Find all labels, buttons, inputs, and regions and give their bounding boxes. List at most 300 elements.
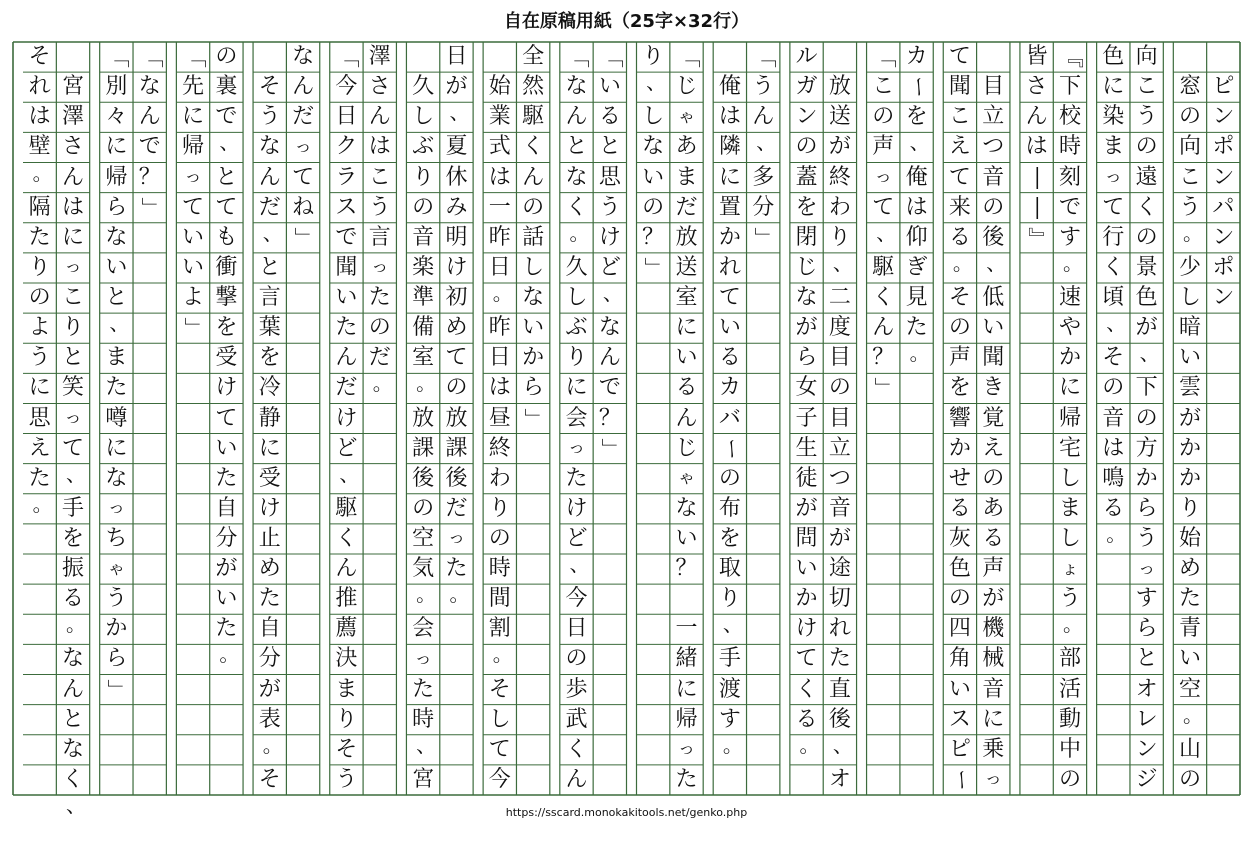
manuscript-char — [257, 42, 283, 72]
manuscript-char: な — [62, 736, 85, 762]
manuscript-char: 終 — [488, 435, 511, 461]
manuscript-char: あ — [675, 134, 698, 160]
manuscript-char: 。 — [32, 160, 53, 185]
manuscript-char: れ — [718, 254, 741, 280]
manuscript-char: し — [642, 104, 665, 130]
manuscript-char: っ — [447, 528, 465, 549]
manuscript-char: 、 — [1139, 341, 1160, 366]
manuscript-char: 薦 — [335, 616, 358, 642]
manuscript-char: 校 — [1058, 104, 1081, 130]
manuscript-char: に — [982, 706, 1005, 732]
manuscript-char: 思 — [28, 405, 51, 431]
manuscript-char: な — [105, 465, 128, 491]
manuscript-char: ゃ — [678, 468, 696, 489]
manuscript-char: こ — [62, 285, 85, 311]
manuscript-char: の — [1058, 766, 1081, 792]
manuscript-char: い — [948, 676, 971, 702]
manuscript-char: 日 — [488, 345, 511, 371]
manuscript-char: と — [565, 134, 588, 160]
manuscript-char: 別 — [105, 74, 128, 100]
manuscript-char: 」 — [137, 196, 163, 219]
manuscript-char: ん — [335, 345, 358, 371]
manuscript-char: 。 — [1106, 521, 1127, 546]
manuscript-char: パ — [1212, 194, 1235, 220]
manuscript-char: 向 — [1135, 44, 1158, 70]
manuscript-char: 会 — [565, 405, 588, 431]
manuscript-char: ま — [675, 164, 698, 190]
manuscript-char: の — [982, 194, 1005, 220]
manuscript-char: 受 — [215, 345, 238, 371]
manuscript-char: 窓 — [1178, 74, 1201, 100]
manuscript-char: 昨 — [488, 315, 511, 341]
manuscript-char: こ — [872, 74, 895, 100]
manuscript-char: 。 — [909, 341, 930, 366]
manuscript-char: 仰 — [905, 224, 928, 250]
manuscript-char: 隔 — [28, 194, 51, 220]
manuscript-char: る — [948, 224, 971, 250]
manuscript-char: の — [445, 375, 468, 401]
manuscript-char: 声 — [872, 134, 895, 160]
manuscript-char: ス — [948, 706, 971, 732]
manuscript-char: て — [62, 435, 85, 461]
manuscript-char: 「 — [674, 46, 700, 69]
manuscript-char: に — [675, 315, 698, 341]
manuscript-char: よ — [182, 285, 205, 311]
manuscript-char: 覚 — [982, 405, 1005, 431]
manuscript-char: や — [1058, 315, 1081, 341]
manuscript-char: だ — [258, 194, 281, 220]
manuscript-char: 、 — [569, 552, 590, 577]
manuscript-char: 鳴 — [1102, 465, 1125, 491]
manuscript-char: 。 — [952, 250, 973, 275]
manuscript-char: り — [488, 495, 511, 521]
manuscript-char: を — [62, 525, 85, 551]
manuscript-char: て — [1102, 194, 1125, 220]
manuscript-char: 、 — [986, 250, 1007, 275]
manuscript-char: 先 — [182, 74, 205, 100]
manuscript-char: の — [1135, 134, 1158, 160]
manuscript-char: の — [718, 465, 741, 491]
manuscript-char: い — [795, 556, 818, 582]
manuscript-char: ク — [335, 134, 358, 160]
manuscript-char: 間 — [488, 586, 511, 612]
manuscript-char: ぎ — [905, 254, 928, 280]
manuscript-char: だ — [445, 495, 468, 521]
manuscript-char: ん — [675, 405, 698, 431]
manuscript-char: 気 — [412, 556, 435, 582]
manuscript-char: 閉 — [795, 224, 818, 250]
manuscript-char: か — [1178, 465, 1201, 491]
manuscript-char: な — [258, 134, 281, 160]
manuscript-char: さ — [62, 134, 85, 160]
manuscript-char: と — [215, 164, 238, 190]
manuscript-char: 俺 — [718, 74, 741, 100]
manuscript-char: な — [598, 315, 621, 341]
manuscript-char: 女 — [795, 375, 818, 401]
manuscript-char: ？ — [138, 164, 161, 190]
manuscript-char: う — [752, 74, 775, 100]
manuscript-char: す — [718, 706, 741, 732]
manuscript-char: り — [28, 254, 51, 280]
manuscript-char: で — [1058, 194, 1081, 220]
manuscript-char: っ — [184, 167, 202, 188]
manuscript-char: も — [215, 224, 238, 250]
manuscript-char: 駆 — [872, 254, 895, 280]
manuscript-char: い — [675, 525, 698, 551]
manuscript-char: を — [215, 315, 238, 341]
manuscript-char: 割 — [488, 616, 511, 642]
manuscript-char: 噂 — [105, 405, 128, 431]
manuscript-char: だ — [368, 345, 391, 371]
manuscript-char: て — [795, 646, 818, 672]
manuscript-char: う — [335, 766, 358, 792]
manuscript-char: じ — [795, 254, 818, 280]
manuscript-char: ー — [947, 768, 973, 791]
manuscript-char: レ — [1135, 706, 1158, 732]
manuscript-char: は — [368, 134, 391, 160]
manuscript-char: な — [565, 74, 588, 100]
manuscript-char: て — [215, 405, 238, 431]
manuscript-char: わ — [828, 194, 851, 220]
manuscript-char: り — [62, 315, 85, 341]
manuscript-char: め — [1178, 556, 1201, 582]
manuscript-char: 械 — [982, 646, 1005, 672]
manuscript-char: 染 — [1102, 104, 1125, 130]
manuscript-char: 度 — [828, 315, 851, 341]
manuscript-char: け — [565, 495, 588, 521]
manuscript-char: 見 — [905, 285, 928, 311]
manuscript-char: 送 — [828, 104, 851, 130]
manuscript-char: て — [948, 44, 971, 70]
manuscript-char: の — [412, 194, 435, 220]
manuscript-char: は — [28, 104, 51, 130]
manuscript-char: の — [368, 315, 391, 341]
manuscript-char: え — [28, 435, 51, 461]
manuscript-char: オ — [1135, 676, 1158, 702]
manuscript-char: に — [1058, 375, 1081, 401]
manuscript-char: 表 — [258, 706, 281, 732]
manuscript-char: な — [292, 44, 315, 70]
manuscript-char: 、 — [602, 281, 623, 306]
manuscript-char: 、 — [339, 461, 360, 486]
manuscript-char: は — [488, 375, 511, 401]
manuscript-char: 『 — [1057, 46, 1083, 69]
manuscript-char: 緒 — [675, 646, 698, 672]
manuscript-char: け — [335, 405, 358, 431]
manuscript-char: そ — [488, 676, 511, 702]
manuscript-char: 声 — [948, 345, 971, 371]
manuscript-char: 多 — [752, 164, 775, 190]
manuscript-char: り — [718, 586, 741, 612]
manuscript-char: ピ — [1212, 74, 1235, 100]
manuscript-char: た — [412, 676, 435, 702]
manuscript-char: 蓋 — [795, 164, 818, 190]
manuscript-char: の — [1178, 104, 1201, 130]
manuscript-char: 分 — [258, 646, 281, 672]
manuscript-char: 切 — [828, 586, 851, 612]
manuscript-char: 手 — [62, 495, 85, 521]
manuscript-char: そ — [28, 44, 51, 70]
manuscript-char: に — [105, 435, 128, 461]
manuscript-char: め — [445, 315, 468, 341]
manuscript-char: 目 — [828, 405, 851, 431]
manuscript-char: 備 — [412, 315, 435, 341]
manuscript-char: 。 — [416, 582, 437, 607]
manuscript-char: て — [872, 194, 895, 220]
manuscript-char: け — [445, 254, 468, 280]
manuscript-char: が — [795, 315, 818, 341]
manuscript-char: 一 — [488, 194, 511, 220]
manuscript-char: う — [598, 194, 621, 220]
manuscript-char: 々 — [105, 104, 128, 130]
manuscript-char: る — [718, 345, 741, 371]
manuscript-char: し — [1178, 285, 1201, 311]
manuscript-char: た — [675, 766, 698, 792]
manuscript-char: 冷 — [258, 375, 281, 401]
manuscript-char: 置 — [718, 194, 741, 220]
manuscript-char: 頃 — [1102, 285, 1125, 311]
manuscript-char: た — [28, 465, 51, 491]
manuscript-char: 決 — [335, 646, 358, 672]
manuscript-char: え — [982, 435, 1005, 461]
manuscript-char: 」 — [597, 437, 623, 460]
manuscript-char: な — [62, 646, 85, 672]
manuscript-char: の — [948, 586, 971, 612]
manuscript-char: カ — [718, 375, 741, 401]
manuscript-char: ガ — [795, 74, 818, 100]
manuscript-char: 初 — [445, 285, 468, 311]
manuscript-char: 推 — [335, 586, 358, 612]
manuscript-char: が — [828, 525, 851, 551]
manuscript-char: っ — [294, 136, 312, 157]
manuscript-char: オ — [828, 766, 851, 792]
manuscript-char: 送 — [675, 254, 698, 280]
manuscript-char: き — [982, 375, 1005, 401]
manuscript-char: は — [488, 164, 511, 190]
manuscript-char: 、 — [66, 461, 87, 486]
manuscript-char: る — [982, 525, 1005, 551]
manuscript-char: う — [258, 104, 281, 130]
manuscript-char — [674, 584, 700, 614]
manuscript-char: 日 — [445, 44, 468, 70]
manuscript-char: 後 — [412, 465, 435, 491]
manuscript-char: 駆 — [522, 104, 545, 130]
manuscript-char: に — [182, 104, 205, 130]
manuscript-char: 。 — [569, 220, 590, 245]
manuscript-char: 』 — [1024, 226, 1050, 249]
manuscript-char: え — [948, 134, 971, 160]
manuscript-char: 日 — [488, 254, 511, 280]
manuscript-char: 、 — [832, 732, 853, 757]
manuscript-char: 時 — [412, 706, 435, 732]
manuscript-char: 。 — [372, 371, 393, 396]
manuscript-char: 目 — [982, 74, 1005, 100]
manuscript-char: 方 — [1135, 435, 1158, 461]
manuscript-char: は — [1102, 435, 1125, 461]
manuscript-char: 今 — [488, 766, 511, 792]
manuscript-char: を — [948, 375, 971, 401]
manuscript-char: ど — [335, 435, 358, 461]
manuscript-char: が — [982, 586, 1005, 612]
manuscript-char: 帰 — [105, 164, 128, 190]
manuscript-char: 撃 — [215, 285, 238, 311]
manuscript-char: と — [258, 254, 281, 280]
manuscript-char: い — [215, 586, 238, 612]
manuscript-char: ポ — [1212, 254, 1235, 280]
manuscript-char: た — [335, 315, 358, 341]
manuscript-char: く — [565, 194, 588, 220]
manuscript-char: た — [565, 465, 588, 491]
manuscript-char: 立 — [828, 435, 851, 461]
manuscript-char: し — [488, 706, 511, 732]
manuscript-char: く — [335, 525, 358, 551]
manuscript-char: ゃ — [107, 558, 125, 579]
manuscript-char: 部 — [1058, 646, 1081, 672]
manuscript-char: ら — [1135, 495, 1158, 521]
manuscript-char: い — [982, 315, 1005, 341]
manuscript-char: 」 — [181, 317, 207, 340]
manuscript-char: で — [598, 375, 621, 401]
manuscript-char: 然 — [522, 74, 545, 100]
manuscript-char: 動 — [1058, 706, 1081, 732]
manuscript-char: っ — [678, 739, 696, 760]
manuscript-char: な — [105, 224, 128, 250]
manuscript-char: ル — [795, 44, 818, 70]
manuscript-char: 「 — [104, 46, 130, 69]
manuscript-char: 刻 — [1058, 164, 1081, 190]
manuscript-char: の — [565, 646, 588, 672]
manuscript-char: 壁 — [28, 134, 51, 160]
manuscript-char: か — [1135, 465, 1158, 491]
manuscript-char: 明 — [445, 224, 468, 250]
manuscript-char: た — [215, 616, 238, 642]
manuscript-char: 。 — [1182, 702, 1203, 727]
manuscript-char: ん — [522, 164, 545, 190]
manuscript-char: そ — [1102, 345, 1125, 371]
manuscript-char: だ — [675, 194, 698, 220]
manuscript-char: て — [182, 194, 205, 220]
manuscript-char: た — [215, 465, 238, 491]
manuscript-char: 」 — [291, 226, 317, 249]
manuscript-char: し — [1058, 525, 1081, 551]
manuscript-char: 武 — [565, 706, 588, 732]
manuscript-char: 色 — [1102, 44, 1125, 70]
manuscript-char: が — [1178, 405, 1201, 431]
manuscript-char: 業 — [488, 104, 511, 130]
manuscript-char: 止 — [258, 525, 281, 551]
manuscript-char: に — [1102, 74, 1125, 100]
manuscript-char: 駆 — [335, 495, 358, 521]
manuscript-char: け — [215, 375, 238, 401]
manuscript-char: 。 — [799, 732, 820, 757]
manuscript-char: と — [1135, 646, 1158, 672]
manuscript-char: 来 — [948, 194, 971, 220]
manuscript-char: だ — [335, 375, 358, 401]
manuscript-char: ス — [335, 194, 358, 220]
manuscript-char: ラ — [335, 164, 358, 190]
manuscript-char: 、 — [219, 130, 240, 155]
manuscript-char: 。 — [219, 642, 240, 667]
manuscript-char: っ — [414, 648, 432, 669]
manuscript-char — [60, 42, 86, 72]
manuscript-char: 。 — [262, 732, 283, 757]
manuscript-char: が — [795, 495, 818, 521]
manuscript-char: れ — [828, 616, 851, 642]
manuscript-char: 。 — [32, 491, 53, 516]
manuscript-char: ポ — [1212, 134, 1235, 160]
manuscript-char: 聞 — [335, 254, 358, 280]
manuscript-char: 今 — [565, 586, 588, 612]
manuscript-char: 、 — [262, 220, 283, 245]
manuscript-char: ん — [62, 164, 85, 190]
manuscript-char: ？ — [642, 224, 665, 250]
manuscript-char: 宮 — [62, 74, 85, 100]
manuscript-char: め — [258, 556, 281, 582]
manuscript-char: が — [258, 676, 281, 702]
manuscript-char: こ — [1135, 74, 1158, 100]
manuscript-char: し — [565, 285, 588, 311]
manuscript-char: 、 — [722, 612, 743, 637]
manuscript-char: 雲 — [1178, 375, 1201, 401]
manuscript-char: 、 — [876, 220, 897, 245]
manuscript-char: 灰 — [948, 525, 971, 551]
manuscript-char: ん — [62, 676, 85, 702]
manuscript-char: 課 — [445, 435, 468, 461]
manuscript-char: 隣 — [718, 134, 741, 160]
manuscript-char: 始 — [1178, 525, 1201, 551]
manuscript-char: ん — [258, 164, 281, 190]
manuscript-char: 向 — [1178, 134, 1201, 160]
manuscript-char: だ — [292, 104, 315, 130]
manuscript-char: 下 — [1135, 375, 1158, 401]
manuscript-char: し — [522, 254, 545, 280]
manuscript-char: 音 — [828, 495, 851, 521]
manuscript-char: 山 — [1178, 736, 1201, 762]
manuscript-char: さ — [1025, 74, 1048, 100]
manuscript-char: こ — [1178, 164, 1201, 190]
manuscript-char: こ — [368, 164, 391, 190]
manuscript-char: 今 — [335, 74, 358, 100]
manuscript-char: な — [565, 164, 588, 190]
manuscript-char: か — [718, 224, 741, 250]
manuscript-char: に — [28, 375, 51, 401]
manuscript-char: ら — [522, 375, 545, 401]
manuscript-char: ら — [795, 345, 818, 371]
manuscript-char: 歩 — [565, 676, 588, 702]
manuscript-char: っ — [874, 167, 892, 188]
manuscript-char: ぶ — [412, 134, 435, 160]
manuscript-char: た — [1178, 586, 1201, 612]
manuscript-char: 言 — [258, 285, 281, 311]
manuscript-char: 。 — [66, 612, 87, 637]
manuscript-char: 日 — [565, 616, 588, 642]
manuscript-char: す — [1058, 224, 1081, 250]
manuscript-char: ん — [752, 104, 775, 130]
manuscript-char: 後 — [445, 465, 468, 491]
manuscript-char: ー — [717, 437, 743, 460]
manuscript-char: く — [872, 285, 895, 311]
manuscript-char: つ — [828, 465, 851, 491]
manuscript-char: 子 — [795, 405, 818, 431]
manuscript-char: ン — [1212, 104, 1235, 130]
manuscript-char: バ — [718, 405, 741, 431]
manuscript-char: れ — [28, 74, 51, 100]
manuscript-char: そ — [948, 285, 971, 311]
manuscript-char — [487, 42, 513, 72]
manuscript-char: ん — [138, 104, 161, 130]
manuscript-char: る — [948, 495, 971, 521]
manuscript-char: に — [675, 676, 698, 702]
